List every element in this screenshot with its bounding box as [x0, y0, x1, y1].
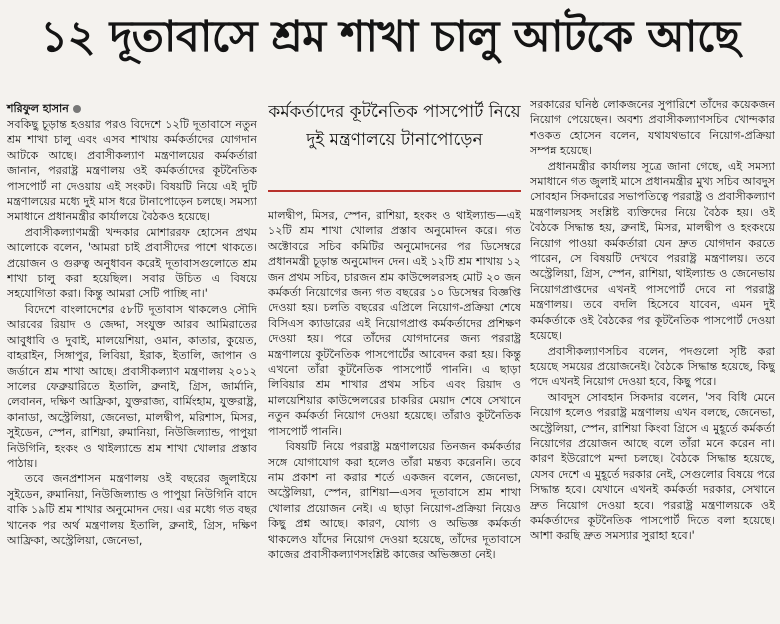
paragraph: মালদ্বীপ, মিসর, স্পেন, রাশিয়া, হংকং ও থাইল্যান্ড—এই ১২টি শ্রম শাখা খোলার প্রস্তাব অনুমোদন করে। গত অক্টোবরে সচিব কমিটির অনুমোদনের পর ডিসেম্বরে প্রধানমন্ত্রী চূড়ান্ত অনুমোদন দেন। এই ১২টি শ্রম শাখায় ১২ জন প্রথম সচিব, চারজন শ্রম কাউন্সেলরসহ মোট ২০ জন কর্মকর্তা নিয়োগের জন্য গত বছরের ১০ ডিসেম্বর বিজ্ঞপ্তি দেওয়া হয়। চলতি বছরের এপ্রিলে নিয়োগ-প্রক্রিয়া শেষে বিসিএস ক্যাডারের এই নিয়োগপ্রাপ্ত কর্মকর্তাদের প্রশিক্ষণ দেওয়া হয়। পরে তাঁদের যোগদানের জন্য পররাষ্ট্র মন্ত্রণালয়ে কূটনৈতিক পাসপোর্টের আবেদন করা হয়। কিন্তু এখনো তাঁরা কূটনৈতিক পাসপোর্ট পাননি। এ ছাড়া লিবিয়ার শ্রম শাখার প্রথম সচিব এবং রিয়াদ ও মালয়েশিয়ার কাউন্সেলরের চাকরির মেয়াদ শেষে সেখানে নতুন কর্মকর্তা নিয়োগ দেওয়া হয়েছে। তাঁরাও কূটনৈতিক পাসপোর্ট পাননি। [268, 209, 521, 438]
paragraph: সবকিছু চূড়ান্ত হওয়ার পরও বিদেশে ১২টি দূতাবাসে নতুন শ্রম শাখা চালু এবং এসব শাখায় কর্মকর্তাদের যোগদান আটকে আছে। প্রবাসীকল্যাণ মন্ত্রণালয়ের কর্মকর্তারা জানান, পররাষ্ট্র মন্ত্রণালয় ওই কর্মকর্তাদের কূটনৈতিক পাসপোর্ট না দেওয়ায় এই সংকট। বিষয়টি নিয়ে এই দুটি মন্ত্রণালয়ের মধ্যে দুই মাস ধরে টানাপোড়েন চলছে। সমস্যা সমাধানে প্রধানমন্ত্রীর কার্যালয়ে বৈঠকও হয়েছে। [7, 118, 257, 224]
column-3 [530, 97, 775, 622]
author-icon [73, 105, 81, 113]
paragraph: প্রধানমন্ত্রীর কার্যালয় সূত্রে জানা গেছে, এই সমস্যা সমাধানে গত জুলাই মাসে প্রধানমন্ত্রীর মুখ্য সচিব আবদুস সোবহান সিকদারের সভাপতিত্বে পররাষ্ট্র ও প্রবাসীকল্যাণ মন্ত্রণালয়সহ সংশ্লিষ্ট ব্যক্তিদের নিয়ে বৈঠক হয়। ওই বৈঠকে সিদ্ধান্ত হয়, ব্রুনাই, মিসর, মালদ্বীপ ও হংকংয়ে নিয়োগ পাওয়া কর্মকর্তারা যেন দ্রুত যোগদান করতে পারেন, সে বিষয়টি দেখবে পররাষ্ট্র মন্ত্রণালয়। তবে অস্ট্রেলিয়া, গ্রিস, স্পেন, রাশিয়া, থাইল্যান্ড ও জেনেভায় নিয়োগপ্রাপ্তদের এখনই পাসপোর্ট দেবে না পররাষ্ট্র মন্ত্রণালয়। তবে বদলি হিসেবে যাবেন, এমন দুই কর্মকর্তাকে ওই বৈঠকের পর কূটনৈতিক পাসপোর্ট দেওয়া হয়েছে। [530, 159, 775, 343]
column-1 [7, 117, 257, 622]
paragraph: তবে জনপ্রশাসন মন্ত্রণালয় ওই বছরের জুলাইয়ে সুইডেন, রুমানিয়া, নিউজিল্যান্ড ও পাপুয়া নিউগিনি বাদে বাকি ১৯টি শ্রম শাখার অনুমোদন দেয়। এর মধ্যে গত বছর খানেক পর অর্থ মন্ত্রণালয় ইতালি, ব্রুনাই, গ্রিস, দক্ষিণ আফ্রিকা, অস্ট্রেলিয়া, জেনেভা, [7, 472, 257, 547]
byline [7, 100, 257, 116]
headline: ১২ দূতাবাসে শ্রম শাখা চালু আটকে আছে [40, 12, 740, 62]
byline-author: শরিফুল হাসান [7, 102, 69, 115]
paragraph: সরকারের ঘনিষ্ঠ লোকজনের সুপারিশে তাঁদের কয়েকজন নিয়োগ পেয়েছেন। অবশ্য প্রবাসীকল্যাণসচিব খোন্দকার শওকত হোসেন বলেন, যথাযথভাবে নিয়োগ-প্রক্রিয়া সম্পন্ন হয়েছে। [530, 98, 775, 158]
paragraph: বিষয়টি নিয়ে পররাষ্ট্র মন্ত্রণালয়ের তিনজন কর্মকর্তার সঙ্গে যোগাযোগ করা হলেও তাঁরা মন্তব্য করেননি। তবে নাম প্রকাশ না করার শর্তে একজন বলেন, জেনেভা, অস্ট্রেলিয়া, স্পেন, রাশিয়া—এসব দূতাবাসে শ্রম শাখা খোলার প্রয়োজন নেই। এ ছাড়া নিয়োগ-প্রক্রিয়া নিয়েও কিছু প্রশ্ন আছে। কারণ, যোগ্য ও অভিজ্ঞ কর্মকর্তা থাকলেও যাঁদের নিয়োগ দেওয়া হয়েছে, তাঁদের দূতাবাসে কাজের প্রবাসীকল্যাণসংশ্লিষ্ট কাজের অভিজ্ঞতা নেই। [268, 440, 521, 561]
paragraph: প্রবাসীকল্যাণসচিব বলেন, পদগুলো সৃষ্টি করা হয়েছে সময়ের প্রয়োজনেই। বৈঠকে সিদ্ধান্ত হয়েছে, কিছু পদে এখনই নিয়োগ দেওয়া হবে, কিছু পরে। [530, 344, 775, 389]
pull-quote: কর্মকর্তাদের কূটনৈতিক পাসপোর্ট নিয়ে দুই মন্ত্রণালয়ে টানাপোড়েন [268, 92, 521, 192]
paragraph: আবদুস সোবহান সিকদার বলেন, 'সব বিধি মেনে নিয়োগ হলেও পররাষ্ট্র মন্ত্রণালয় এখন বলছে, জেনেভা, অস্ট্রেলিয়া, স্পেন, রাশিয়া কিংবা গ্রিসে এ মুহূর্তে কর্মকর্তা নিয়োগের প্রয়োজন আছে বলে তাঁরা মনে করেন না। কারণ ইউরোপে মন্দা চলছে। বৈঠকে সিদ্ধান্ত হয়েছে, যেসব দেশে এ মুহূর্তে দরকার নেই, সেগুলোর বিষয়ে পরে সিদ্ধান্ত হবে। যেখানে এখনই কর্মকর্তা দরকার, সেখানে দ্রুত নিয়োগ দেওয়া হবে। পররাষ্ট্র মন্ত্রণালয়কে ওই কর্মকর্তাদের কূটনৈতিক পাসপোর্ট দিতে বলা হয়েছে। আশা করছি দ্রুত সমস্যার সুরাহা হবে।' [530, 390, 775, 543]
paragraph: বিদেশে বাংলাদেশের ৫৮টি দূতাবাস থাকলেও সৌদি আরবের রিয়াদ ও জেদ্দা, সংযুক্ত আরব আমিরাতের আবুধাবি ও দুবাই, মালয়েশিয়া, ওমান, কাতার, কুয়েত, বাহরাইন, সিঙ্গাপুর, লিবিয়া, ইরাক, ইতালি, জাপান ও জর্ডানে শ্রম শাখা আছে। প্রবাসীকল্যাণ মন্ত্রণালয় ২০১২ সালের ফেব্রুয়ারিতে ইতালি, ব্রুনাই, গ্রিস, জার্মানি, লেবানন, দক্ষিণ আফ্রিকা, যুক্তরাজ্য, বার্মিংহাম, যুক্তরাষ্ট্র, কানাডা, অস্ট্রেলিয়া, জেনেভা, মালদ্বীপ, মরিশাস, মিসর, সুইডেন, স্পেন, রাশিয়া, রুমানিয়া, নিউজিল্যান্ড, পাপুয়া নিউগিনি, হংকং ও থাইল্যান্ডে শ্রম শাখা খোলার প্রস্তাব পাঠায়। [7, 302, 257, 470]
column-2 [268, 208, 521, 622]
paragraph: প্রবাসীকল্যাণমন্ত্রী খন্দকার মোশাররফ হোসেন প্রথম আলোকে বলেন, 'আমরা চাই প্রবাসীদের পাশে থাকতে। প্রয়োজন ও গুরুত্ব অনুধাবন করেই দূতাবাসগুলোতে শ্রম শাখা চালু করা হয়েছিল। সবার উচিত এ বিষয়ে সহযোগিতা করা। কিন্তু আমরা সেটি পাচ্ছি না।' [7, 225, 257, 301]
